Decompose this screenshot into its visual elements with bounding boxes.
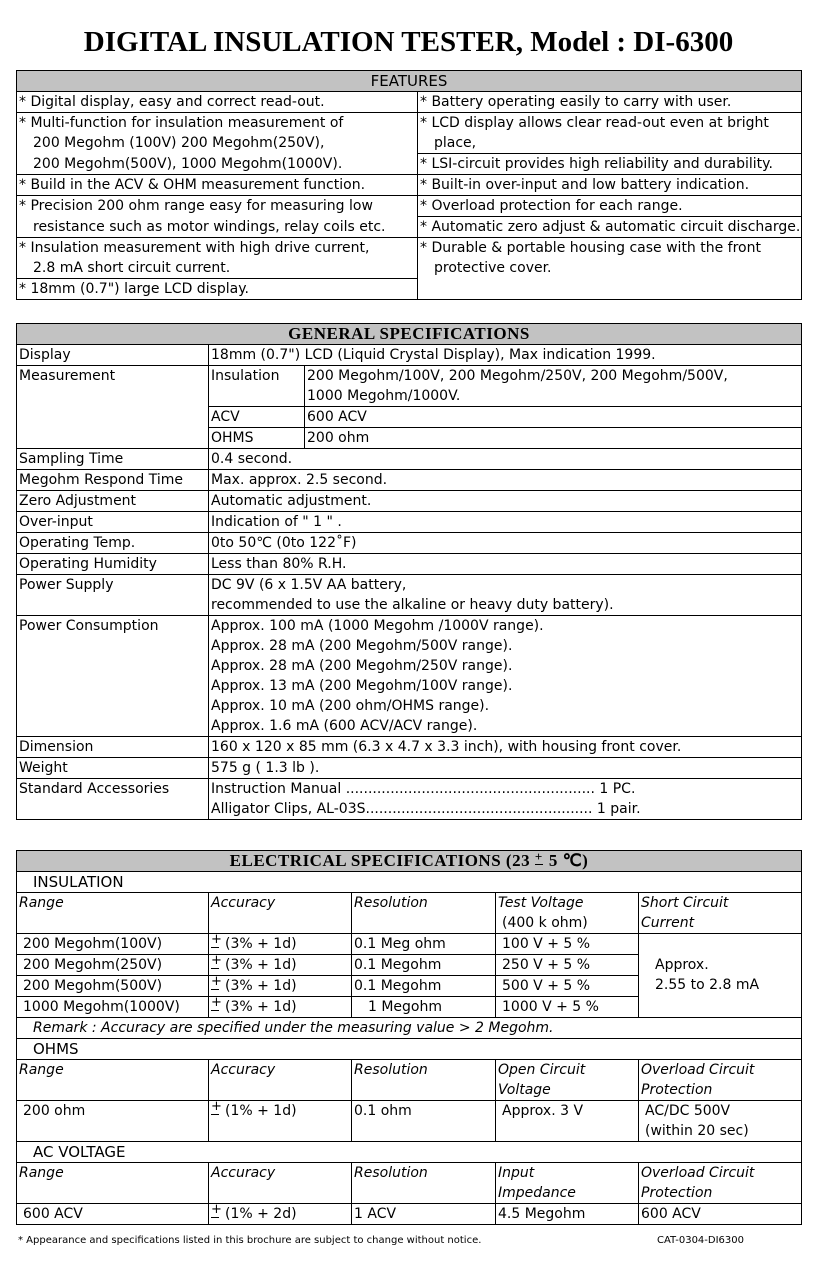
spec-value: 0.4 second. [209,449,802,470]
electrical-specifications-table: ELECTRICAL SPECIFICATIONS (23 5 ℃) INSULATION Range Accuracy Resolution Test Voltage Short Circuit (400 k ohm) Current 200 Megohm(100V) (3% + 1d) 0.1 Meg ohm 100 V + 5 % Approx. 2.55 to 2.8 mA 200 Megohm(250V) (3% + 1d) 0.1 Megohm 250 V + 5 % 200 Megohm(500V) (3% + 1d) 0.1 Megohm 500 V + 5 % 1000 Megohm(1000V) (3% + 1d) 1 Megohm 1000 V + 5 % Remark : Accuracy are specified under the measuring value > 2 Megohm. OHMS Range Accuracy Resolution Open Circuit Overload Circuit Voltage Protection 200 ohm (1% + 1d) 0.1 ohm Approx. 3 V AC/DC 500V (within 20 sec) AC VOLTAGE Range Accuracy Resolution Input Overload Circuit Impedance Protection 600 ACV (1% + 2d) 1 ACV 4.5 Megohm 600 ACV [16,850,802,1225]
column-header: Range [17,893,209,914]
feature-item: * Precision 200 ohm range easy for measuring low [17,196,418,217]
spec-value: 160 x 120 x 85 mm (6.3 x 4.7 x 3.3 inch), with housing front cover. [209,737,802,758]
feature-item: * 18mm (0.7") large LCD display. [17,279,418,300]
column-header: (400 k ohm) [496,913,639,934]
spec-value: 18mm (0.7") LCD (Liquid Crystal Display), Max indication 1999. [209,345,802,366]
feature-item: * LSI-circuit provides high reliability and durability. [418,154,802,175]
section-title-insulation: INSULATION [17,872,802,893]
feature-item: resistance such as motor windings, relay coils etc. [17,217,418,238]
feature-item: * LCD display allows clear read-out even at bright [418,113,802,134]
feature-item: * Battery operating easily to carry with user. [418,92,802,113]
spec-value: 200 Megohm/100V, 200 Megohm/250V, 200 Megohm/500V, [305,366,802,387]
spec-value: Approx. 10 mA (200 ohm/OHMS range). [209,696,802,716]
electrical-heading-tolerance: 5 [548,851,558,870]
spec-value: Approx. 13 mA (200 Megohm/100V range). [209,676,802,696]
electrical-heading [17,851,802,872]
spec-value: Approx. 1.6 mA (600 ACV/ACV range). [209,716,802,737]
feature-item: protective cover. [418,258,802,279]
table-row: 600 ACV (1% + 2d) 1 ACV 4.5 Megohm 600 ACV [17,1204,802,1225]
feature-item: * Overload protection for each range. [418,196,802,217]
column-header: Current [639,913,802,934]
column-header: Resolution [352,893,496,914]
section-title-ac-voltage: AC VOLTAGE [17,1142,802,1163]
column-header: Protection [639,1080,802,1101]
spec-label: Display [17,345,209,366]
spec-value: Instruction Manual ........................................................ 1 PC. [209,779,802,800]
column-header: Accuracy [209,1060,352,1081]
spec-value: Approx. 28 mA (200 Megohm/250V range). [209,656,802,676]
spec-value: 575 g ( 1.3 lb ). [209,758,802,779]
table-row: 200 Megohm(100V) (3% + 1d) 0.1 Meg ohm 100 V + 5 % Approx. 2.55 to 2.8 mA [17,934,802,955]
spec-label: Zero Adjustment [17,491,209,512]
table-row: 200 ohm (1% + 1d) 0.1 ohm Approx. 3 V AC/DC 500V [17,1101,802,1122]
spec-value: Indication of " 1 " . [209,512,802,533]
spec-sublabel: ACV [209,407,305,428]
table-row: 200 Megohm(500V) (3% + 1d) 0.1 Megohm 500 V + 5 % [17,976,802,997]
spec-value: 0to 50℃ (0to 122˚F) [209,533,802,554]
remark: Remark : Accuracy are specified under the measuring value > 2 Megohm. [17,1018,802,1039]
column-header: Input [496,1163,639,1184]
column-header: Short Circuit [639,893,802,914]
spec-value: Max. approx. 2.5 second. [209,470,802,491]
features-heading: FEATURES [17,71,802,92]
spec-value: Automatic adjustment. [209,491,802,512]
column-header: Impedance [496,1183,639,1204]
spec-value: Less than 80% R.H. [209,554,802,575]
feature-item: place, [418,133,802,154]
general-heading: GENERAL SPECIFICATIONS [17,324,802,345]
column-header: Resolution [352,1060,496,1081]
column-header: Voltage [496,1080,639,1101]
column-header: Range [17,1163,209,1184]
feature-item: 200 Megohm(500V), 1000 Megohm(1000V). [17,154,418,175]
feature-item: * Digital display, easy and correct read-out. [17,92,418,113]
spec-sublabel: Insulation [209,366,305,387]
column-header: Overload Circuit [639,1163,802,1184]
short-circuit-value: Approx. 2.55 to 2.8 mA [639,934,802,1018]
section-title-ohms: OHMS [17,1039,802,1060]
column-header: Accuracy [209,1163,352,1184]
spec-label: Operating Humidity [17,554,209,575]
electrical-heading-unit: ℃) [562,851,589,870]
spec-label: Weight [17,758,209,779]
spec-sublabel: OHMS [209,428,305,449]
spec-label: Megohm Respond Time [17,470,209,491]
general-specifications-table [16,323,802,820]
spec-value: Approx. 28 mA (200 Megohm/500V range). [209,636,802,656]
column-header: Overload Circuit [639,1060,802,1081]
spec-value: Approx. 100 mA (1000 Megohm /1000V range). [209,616,802,637]
spec-value: 1000 Megohm/1000V. [305,386,802,407]
feature-item: * Automatic zero adjust & automatic circuit discharge. [418,217,802,238]
feature-item: * Durable & portable housing case with the front [418,238,802,259]
column-header: Test Voltage [496,893,639,914]
table-row: 200 Megohm(250V) (3% + 1d) 0.1 Megohm 250 V + 5 % [17,955,802,976]
spec-label: Sampling Time [17,449,209,470]
spec-label: Over-input [17,512,209,533]
spec-label: Power Consumption [17,616,209,637]
feature-item: 2.8 mA short circuit current. [17,258,418,279]
page-title: DIGITAL INSULATION TESTER, Model : DI-6300 [83,26,734,58]
spec-label: Power Supply [17,575,209,596]
spec-label: Operating Temp. [17,533,209,554]
features-table [16,70,802,300]
column-header: Protection [639,1183,802,1204]
catalog-code: CAT-0304-DI6300 [657,1235,745,1246]
footer-note: * Appearance and specifications listed in this brochure are subject to change without notice. [18,1235,482,1246]
column-header: Range [17,1060,209,1081]
feature-item: * Built-in over-input and low battery indication. [418,175,802,196]
spec-value: 600 ACV [305,407,802,428]
feature-item: 200 Megohm (100V) 200 Megohm(250V), [17,133,418,154]
column-header: Accuracy [209,893,352,914]
spec-label: Measurement [17,366,209,449]
feature-item: * Insulation measurement with high drive current, [17,238,418,259]
spec-value: DC 9V (6 x 1.5V AA battery, [209,575,802,596]
electrical-heading-text: ELECTRICAL SPECIFICATIONS (23 [229,851,531,870]
spec-value: recommended to use the alkaline or heavy duty battery). [209,595,802,616]
column-header: Open Circuit [496,1060,639,1081]
spec-value: 200 ohm [305,428,802,449]
column-header: Resolution [352,1163,496,1184]
spec-label: Standard Accessories [17,779,209,800]
feature-item: * Multi-function for insulation measurement of [17,113,418,134]
spec-label: Dimension [17,737,209,758]
table-row: 1000 Megohm(1000V) (3% + 1d) 1 Megohm 1000 V + 5 % [17,997,802,1018]
spec-value: Alligator Clips, AL-03S................................................... 1 pair. [209,799,802,820]
feature-item: * Build in the ACV & OHM measurement function. [17,175,418,196]
